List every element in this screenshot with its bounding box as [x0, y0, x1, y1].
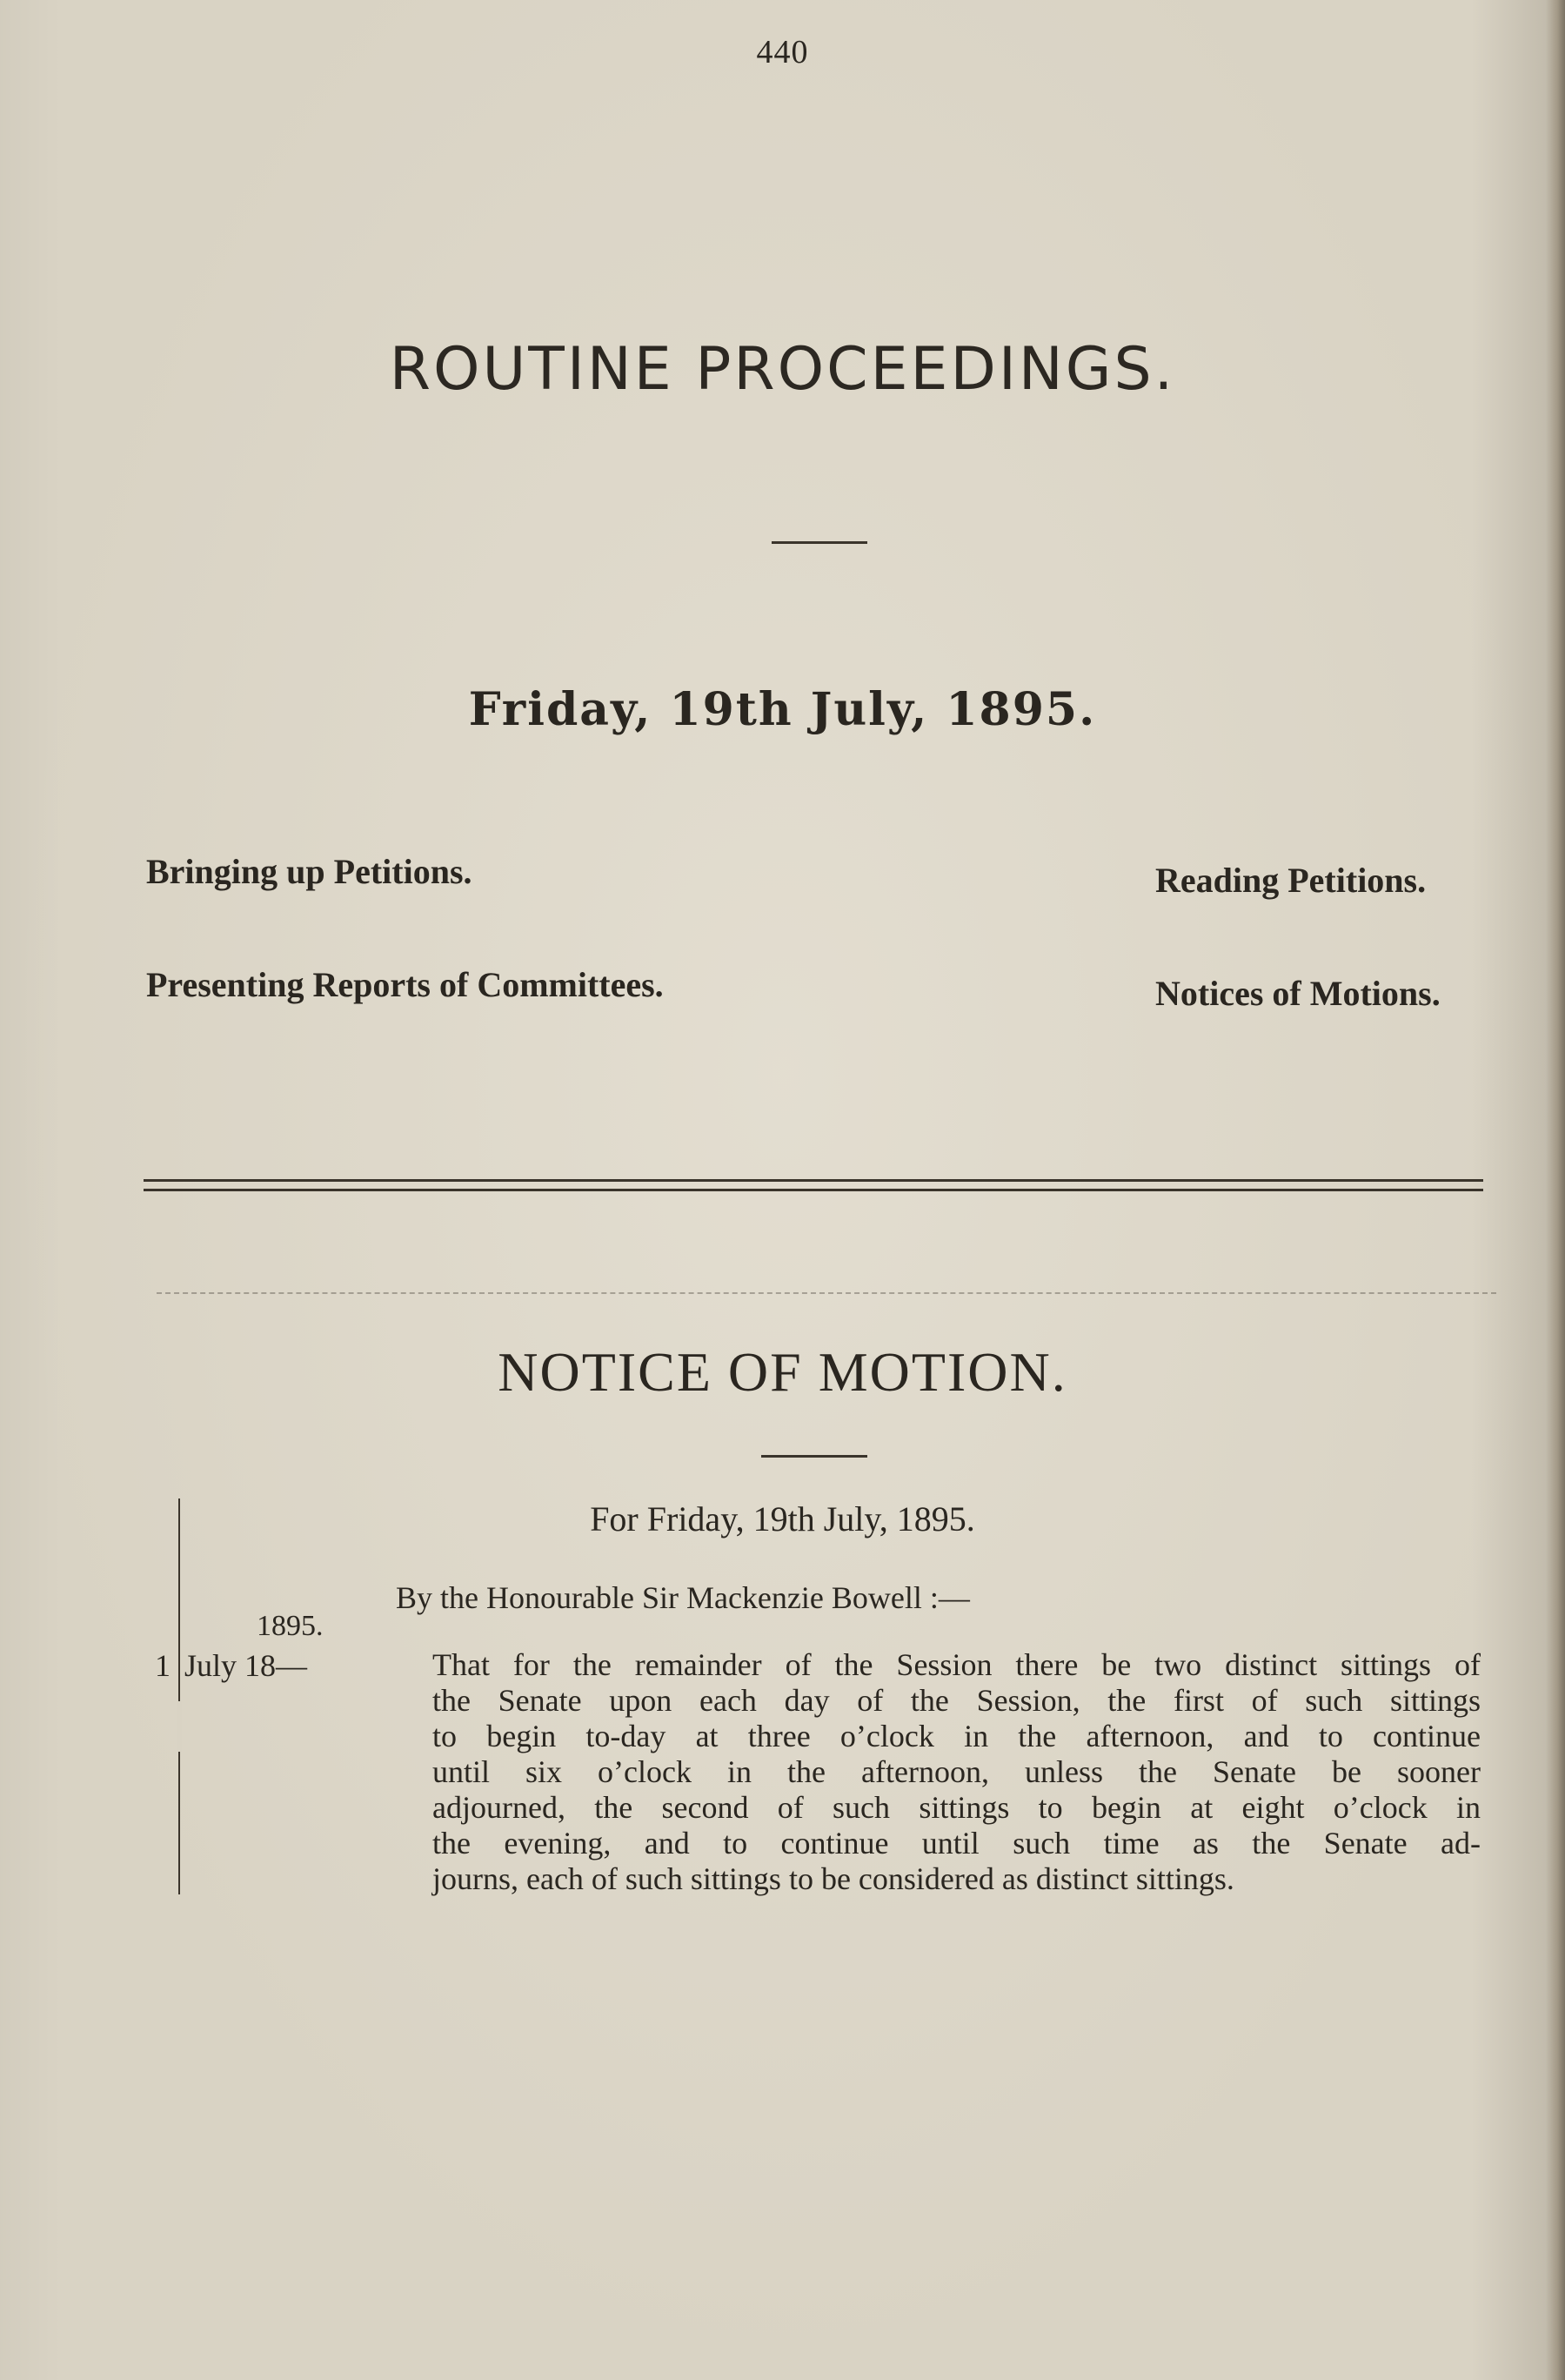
motion-line: the Senate upon each day of the Session, the first of such sittings	[432, 1683, 1481, 1718]
motion-line: until six o’clock in the afternoon, unless the Senate be sooner	[432, 1754, 1481, 1789]
proceeding-bringing-up-petitions: Bringing up Petitions.	[146, 852, 472, 891]
notice-mover: By the Honourable Sir Mackenzie Bowell :—	[396, 1580, 970, 1615]
proceeding-reading-petitions: Reading Petitions.	[1155, 861, 1427, 900]
notice-item-number: 1	[155, 1648, 171, 1683]
notice-item-date: July 18—	[184, 1648, 308, 1683]
section-divider-bottom	[144, 1189, 1483, 1191]
motion-line: That for the remainder of the Session there be two distinct sittings of	[432, 1647, 1481, 1682]
motion-line: adjourned, the second of such sittings to begin at eight o’clock in	[432, 1790, 1481, 1825]
section-divider-dotted	[157, 1292, 1496, 1294]
date-heading: Friday, 19th July, 1895.	[468, 683, 1097, 736]
notice-year: 1895.	[257, 1610, 324, 1642]
page-title: ROUTINE PROCEEDINGS.	[389, 335, 1176, 404]
motion-line: the evening, and to continue until such time as the Senate ad-	[432, 1826, 1481, 1860]
page-number: 440	[756, 34, 809, 70]
motion-line: to begin to-day at three o’clock in the afternoon, and to continue	[432, 1719, 1481, 1753]
proceeding-presenting-reports: Presenting Reports of Committees.	[146, 965, 664, 1004]
notice-for-date: For Friday, 19th July, 1895.	[590, 1499, 975, 1539]
margin-rule-gap	[177, 1701, 182, 1752]
motion-text	[432, 1647, 1481, 1897]
notice-title: NOTICE OF MOTION.	[498, 1341, 1067, 1403]
margin-rule	[178, 1498, 180, 1894]
notice-divider	[761, 1455, 867, 1458]
proceeding-notices-of-motions: Notices of Motions.	[1155, 974, 1441, 1013]
title-divider	[772, 541, 867, 544]
motion-line: journs, each of such sittings to be considered as distinct sittings.	[432, 1861, 1234, 1896]
section-divider-top	[144, 1179, 1483, 1182]
